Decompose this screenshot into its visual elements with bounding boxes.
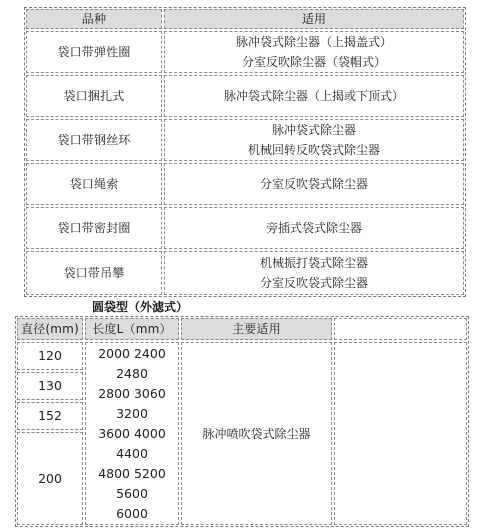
header-application	[164, 9, 464, 29]
diameter-cell	[17, 402, 83, 430]
diameter-cell	[17, 342, 83, 370]
table-row-application	[164, 119, 464, 161]
header-empty-cell	[334, 318, 467, 340]
table-row-application	[164, 31, 464, 73]
header-diameter-label: 直径(mm)	[21, 322, 79, 336]
diameter-value: 200	[38, 470, 62, 486]
header-application-label: 适用	[301, 12, 326, 26]
header-diameter	[17, 318, 83, 340]
length-value: 2800 3060	[98, 385, 166, 401]
application-line: 分室反吹袋式除尘器	[259, 177, 368, 191]
application-line: 脉冲袋式除尘器	[271, 123, 356, 137]
header-main-application	[181, 318, 332, 340]
section-title: 圆袋型（外滤式）	[92, 300, 189, 314]
length-cell	[85, 342, 179, 525]
table-row-application	[164, 207, 464, 249]
application-line: 分室反吹袋式除尘器	[259, 276, 368, 290]
length-value: 4400	[116, 445, 148, 461]
main-application-value: 脉冲喷吹袋式除尘器	[202, 426, 311, 441]
header-length-label: 长度L（mm）	[92, 322, 172, 336]
table-row-variety	[26, 75, 162, 117]
variety-label: 袋口捆扎式	[63, 89, 125, 103]
header-length	[85, 318, 179, 340]
length-value: 6000	[116, 505, 148, 521]
length-value: 3200	[116, 405, 148, 421]
length-value: 4800 5200	[98, 465, 166, 481]
diameter-cell	[17, 432, 83, 525]
variety-label: 袋口绳索	[69, 177, 119, 191]
length-value: 5600	[116, 485, 148, 501]
table-row-variety	[26, 119, 162, 161]
application-line: 脉冲袋式除尘器（上揭盖式）	[235, 35, 392, 49]
table-row-variety	[26, 207, 162, 249]
application-line: 脉冲袋式除尘器（上揭或下顶式）	[223, 89, 404, 103]
application-line: 分室反吹除尘器（袋帽式）	[241, 55, 386, 69]
length-value: 3600 4000	[98, 425, 166, 441]
empty-cell	[334, 342, 467, 525]
length-value: 2000 2400	[98, 345, 166, 361]
variety-label: 袋口带钢丝环	[57, 133, 131, 147]
header-variety-label: 品种	[81, 12, 107, 26]
variety-label: 袋口带密封圈	[57, 221, 131, 235]
diameter-value: 152	[38, 408, 62, 423]
table-row-variety	[26, 31, 162, 73]
variety-label: 袋口带吊攀	[63, 266, 125, 280]
main-application-cell	[181, 342, 332, 525]
table-row-application	[164, 75, 464, 117]
application-line: 机械回转反吹袋式除尘器	[247, 143, 380, 157]
variety-label: 袋口带弹性圈	[57, 45, 131, 59]
header-main-application-label: 主要适用	[232, 322, 281, 336]
table-row-application	[164, 163, 464, 205]
length-value: 2480	[116, 365, 148, 381]
header-variety	[26, 9, 162, 29]
table-row-variety	[26, 163, 162, 205]
table-row-application	[164, 251, 464, 295]
diameter-value: 130	[38, 378, 62, 393]
application-line: 机械振打袋式除尘器	[259, 256, 368, 270]
table-row-variety	[26, 251, 162, 295]
diameter-cell	[17, 372, 83, 400]
diameter-value: 120	[38, 348, 62, 363]
application-line: 旁插式袋式除尘器	[265, 221, 362, 235]
